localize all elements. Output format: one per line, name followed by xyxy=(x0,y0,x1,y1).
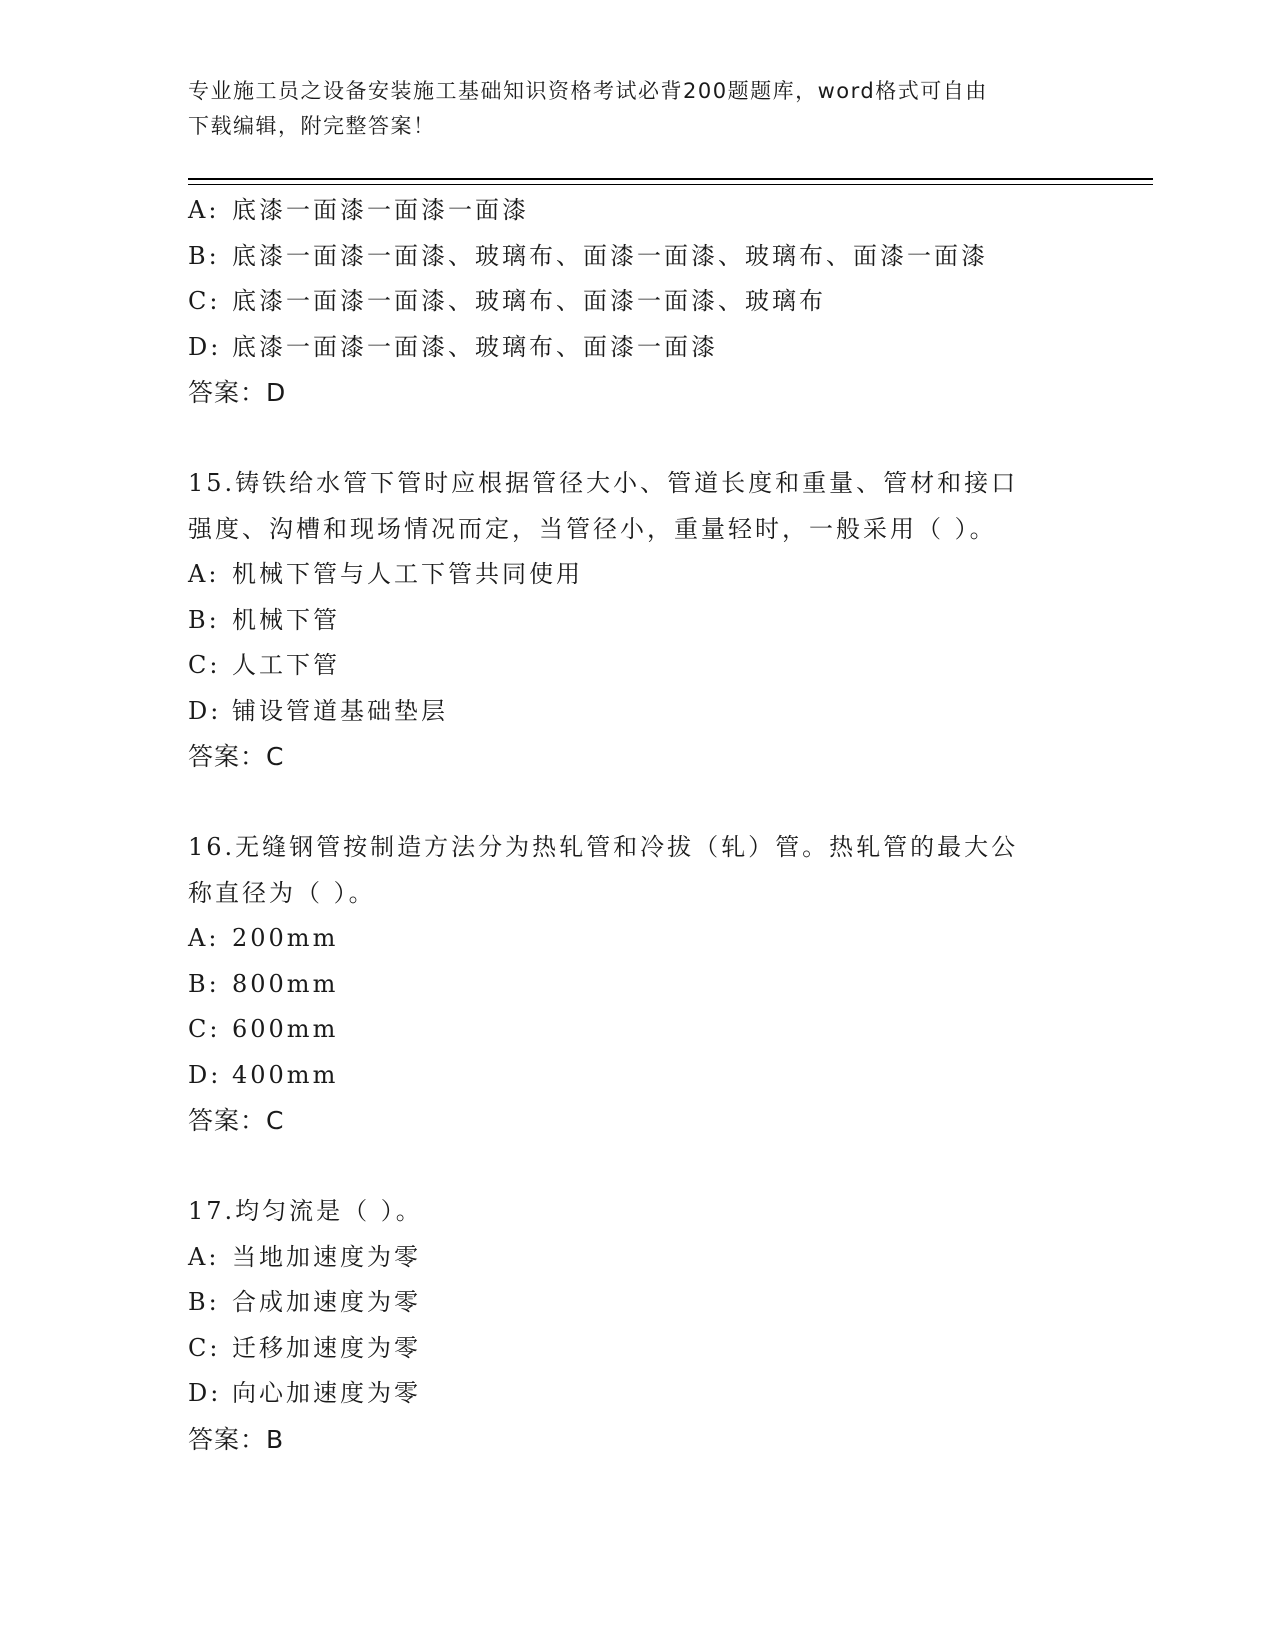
option-b xyxy=(188,234,1088,280)
option-text: 底漆一面漆一面漆一面漆 xyxy=(232,196,529,224)
option-text: 200mm xyxy=(232,924,339,952)
answer-line: 答案：D xyxy=(188,378,287,407)
header-divider-thick xyxy=(188,178,1153,180)
option-letter: C: xyxy=(188,651,221,679)
question-stem-line-1: 15.铸铁给水管下管时应根据管径大小、管道长度和重量、管材和接口 xyxy=(188,469,1019,497)
option-c xyxy=(188,643,1088,689)
question-list xyxy=(188,188,1088,1462)
option-text: 向心加速度为零 xyxy=(232,1379,421,1407)
option-text: 铺设管道基础垫层 xyxy=(232,696,448,725)
answer-line: 答案：B xyxy=(188,1424,285,1454)
option-b xyxy=(188,962,1088,1008)
answer-line: 答案：C xyxy=(188,1106,285,1135)
option-letter: B: xyxy=(188,605,220,634)
option-text: 人工下管 xyxy=(232,651,340,679)
option-letter: C: xyxy=(188,287,221,315)
option-b xyxy=(188,1280,1088,1326)
option-letter: C: xyxy=(188,1333,221,1362)
option-c xyxy=(188,279,1088,325)
option-text: 合成加速度为零 xyxy=(232,1288,421,1316)
option-text: 400mm xyxy=(232,1060,339,1089)
option-text: 底漆一面漆一面漆、玻璃布、面漆一面漆 xyxy=(232,332,718,361)
header-title-line-1: 专业施工员之设备安装施工基础知识资格考试必背200题题库，word格式可自由 xyxy=(188,79,988,103)
option-text: 底漆一面漆一面漆、玻璃布、面漆一面漆、玻璃布 xyxy=(232,287,826,315)
question-stem-line-2: 称直径为（ ）。 xyxy=(188,878,376,907)
question-block-14-partial xyxy=(188,188,1088,416)
option-a xyxy=(188,552,1088,598)
option-text: 底漆一面漆一面漆、玻璃布、面漆一面漆、玻璃布、面漆一面漆 xyxy=(232,241,988,270)
option-letter: D: xyxy=(188,1379,222,1407)
option-d xyxy=(188,689,1088,735)
option-letter: B: xyxy=(188,969,220,998)
answer-line: 答案：C xyxy=(188,742,285,771)
question-stem xyxy=(188,1189,1078,1235)
option-letter: C: xyxy=(188,1015,221,1043)
question-stem-line-1: 17.均匀流是（ ）。 xyxy=(188,1197,423,1225)
option-letter: A: xyxy=(188,924,220,952)
question-stem xyxy=(188,825,1078,916)
option-b xyxy=(188,598,1088,644)
question-stem-line-1: 16.无缝钢管按制造方法分为热轧管和冷拔（轧）管。热轧管的最大公 xyxy=(188,833,1019,861)
option-letter: A: xyxy=(188,560,220,588)
option-letter: A: xyxy=(188,196,220,224)
option-a xyxy=(188,188,1088,234)
option-text: 600mm xyxy=(232,1015,339,1043)
option-text: 机械下管 xyxy=(232,605,340,634)
option-letter: B: xyxy=(188,241,220,270)
option-text: 机械下管与人工下管共同使用 xyxy=(232,560,583,588)
question-block-17 xyxy=(188,1189,1088,1462)
option-a xyxy=(188,916,1088,962)
option-letter: B: xyxy=(188,1288,220,1316)
option-d xyxy=(188,325,1088,371)
question-stem-line-2: 强度、沟槽和现场情况而定，当管径小，重量轻时，一般采用（ ）。 xyxy=(188,514,997,543)
option-letter: D: xyxy=(188,332,222,361)
header-title-line-2: 下载编辑，附完整答案！ xyxy=(188,114,436,138)
option-c xyxy=(188,1007,1088,1053)
option-c xyxy=(188,1326,1088,1372)
option-text: 当地加速度为零 xyxy=(232,1242,421,1271)
question-block-16 xyxy=(188,825,1088,1144)
option-letter: A: xyxy=(188,1242,220,1271)
option-letter: D: xyxy=(188,696,222,725)
header-divider-thin xyxy=(188,184,1153,185)
option-text: 800mm xyxy=(232,969,339,998)
document-header xyxy=(188,74,1068,144)
option-d xyxy=(188,1053,1088,1099)
option-a xyxy=(188,1235,1088,1281)
question-block-15 xyxy=(188,461,1088,780)
option-text: 迁移加速度为零 xyxy=(232,1333,421,1362)
option-d xyxy=(188,1371,1088,1417)
option-letter: D: xyxy=(188,1060,222,1089)
question-stem xyxy=(188,461,1078,552)
